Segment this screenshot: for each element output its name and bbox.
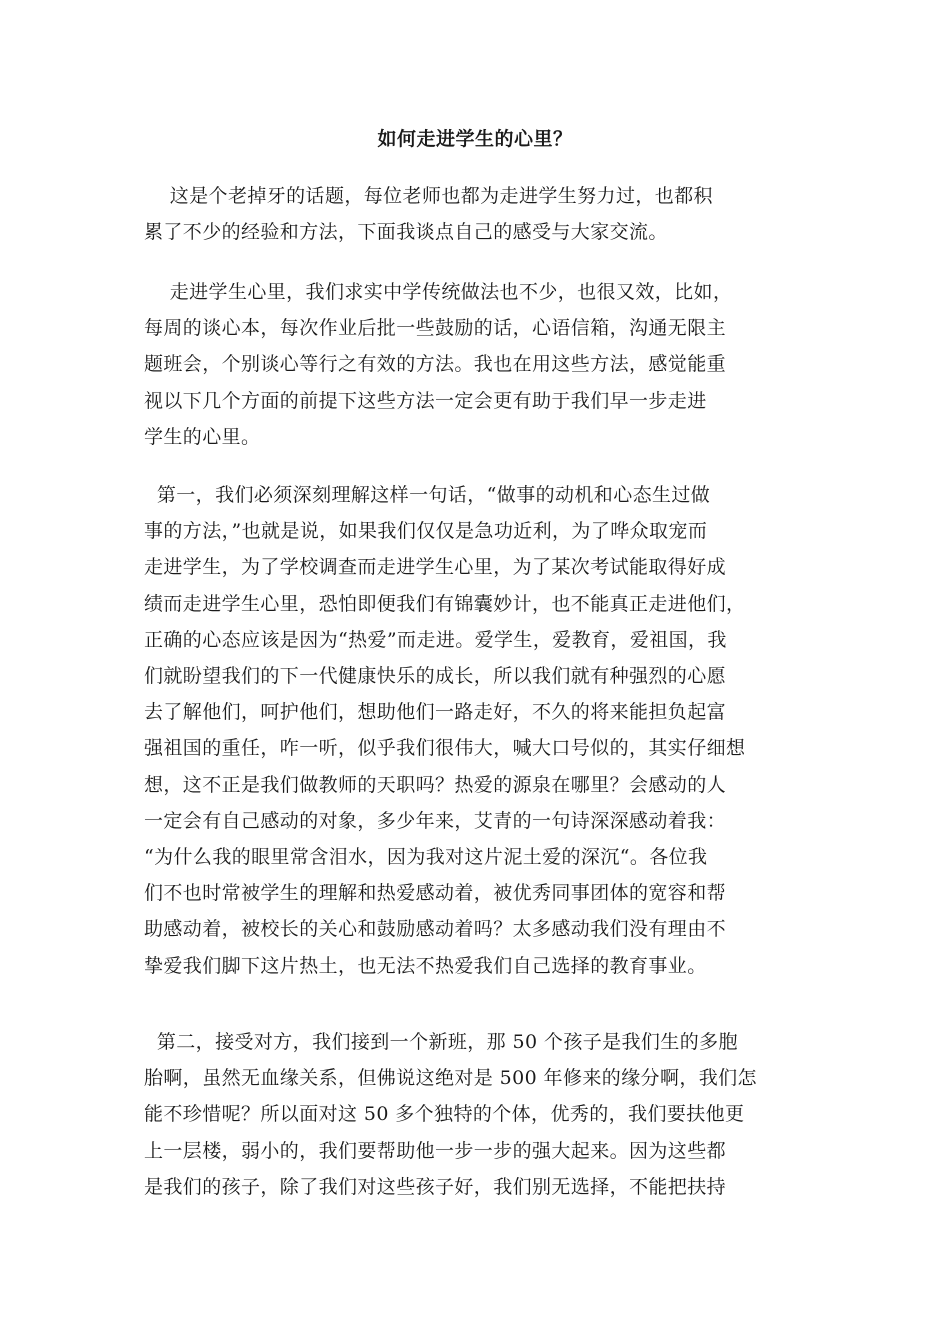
text-line: 正确的心态应该是因为“热爱”而走进。爱学生，爱教育，爱祖国，我 (144, 628, 727, 651)
text-line: “为什么我的眼里常含泪水，因为我对这片泥土爱的深沉“。各位我 (144, 846, 708, 869)
text-line: 学生的心里。 (144, 425, 261, 448)
text-line: 强祖国的重任，咋一听，似乎我们很伟大，喊大口号似的，其实仔细想 (144, 737, 746, 760)
text-line: 绩而走进学生心里，恐怕即便我们有锦囊妙计，也不能真正走进他们， (144, 592, 746, 615)
text-line: 胎啊，虽然无血缘关系，但佛说这绝对是 500 年修来的缘分啊，我们怎 (144, 1067, 757, 1090)
text-line: 一定会有自己感动的对象，多少年来，艾青的一句诗深深感动着我： (144, 809, 727, 832)
text-line: 第二，接受对方，我们接到一个新班，那 50 个孩子是我们生的多胞 (144, 1031, 738, 1053)
text-line: 们就盼望我们的下一代健康快乐的成长，所以我们就有种强烈的心愿 (144, 665, 727, 688)
text-line: 能不珍惜呢？所以面对这 50 多个独特的个体，优秀的，我们要扶他更 (144, 1103, 745, 1126)
text-line: 每周的谈心本，每次作业后批一些鼓励的话，心语信箱，沟通无限主 (144, 317, 727, 340)
text-line: 想，这不正是我们做教师的天职吗？热爱的源泉在哪里？会感动的人 (144, 773, 727, 796)
text-line: 走进学生心里，我们求实中学传统做法也不少，也很又效，比如， (144, 281, 733, 303)
text-line: 第一，我们必须深刻理解这样一句话，“做事的动机和心态生过做 (144, 484, 711, 506)
text-line: 挚爱我们脚下这片热土，也无法不热爱我们自己选择的教育事业。 (144, 954, 707, 977)
document-title: 如何走进学生的心里？ (377, 128, 573, 150)
text-line: 助感动着，被校长的关心和鼓励感动着吗？太多感动我们没有理由不 (144, 918, 727, 941)
paragraph-second-point (144, 1024, 806, 1205)
text-line: 走进学生，为了学校调查而走进学生心里，为了某次考试能取得好成 (144, 556, 727, 579)
text-line: 事的方法，”也就是说，如果我们仅仅是急功近利，为了哗众取宠而 (144, 520, 708, 543)
text-line: 题班会，个别谈心等行之有效的方法。我也在用这些方法，感觉能重 (144, 353, 727, 376)
text-line: 是我们的孩子，除了我们对这些孩子好，我们别无选择，不能把扶持 (144, 1175, 727, 1198)
text-line: 视以下几个方面的前提下这些方法一定会更有助于我们早一步走进 (144, 389, 707, 412)
text-line: 们不也时常被学生的理解和热爱感动着，被优秀同事团体的宽容和帮 (144, 882, 727, 905)
text-line: 这是个老掉牙的话题，每位老师也都为走进学生努力过，也都积 (144, 185, 713, 207)
text-line: 累了不少的经验和方法，下面我谈点自己的感受与大家交流。 (144, 221, 668, 244)
paragraph-first-point (144, 477, 806, 984)
text-line: 去了解他们，呵护他们，想助他们一路走好，不久的将来能担负起富 (144, 701, 727, 724)
paragraph-methods (144, 274, 806, 455)
text-line: 上一层楼，弱小的，我们要帮助他一步一步的强大起来。因为这些都 (144, 1139, 727, 1162)
paragraph-intro (144, 178, 806, 250)
